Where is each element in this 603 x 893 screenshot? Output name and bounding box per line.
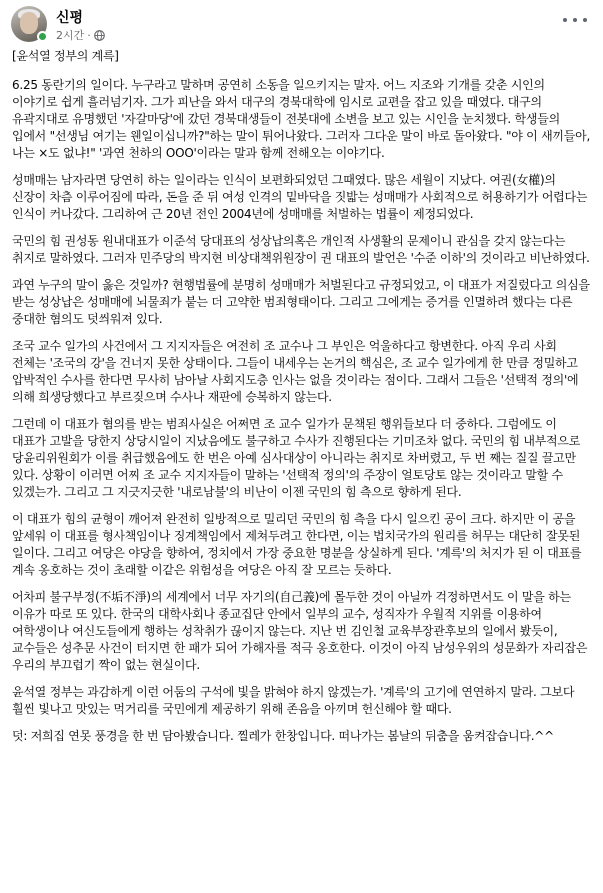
post-header	[0, 0, 603, 46]
more-dot	[563, 18, 567, 22]
more-options-button[interactable]	[563, 12, 587, 28]
post-paragraph: 6.25 동란기의 일이다. 누구라고 말하며 공연히 소동을 일으키지는 말자. 어느 지조와 기개를 갖춘 시인의 이야기로 쉽게 흘러넘기자. 그가 피난을 와서 대구의 경북대학에 임시로 교편을 잡고 있을 때였다. 대구의 유곽지대로 유명했던 '자갈마당'에 갔던 경북대생들이 전봇대에 소변을 보고 있는 시인을 눈치챘다. 학생들의 입에서 "선생님 여기는 웬일이십니까?"하는 말이 튀어나왔다. 그러자 그다운 말이 바로 돌아왔다. "야 이 새끼들아, 나는 ×도 없냐!" '과연 천하의 OOO'이라는 말과 함께 전해오는 이야기다.	[12, 78, 591, 160]
post-paragraph: 어차피 불구부정(不垢不淨)의 세계에서 너무 자기의(自己義)에 몰두한 것이 아닐까 걱정하면서도 이 말을 하는 이유가 따로 또 있다. 한국의 대학사회나 종교집단 안에서 일부의 교수, 성직자가 우월적 지위를 이용하여 여학생이나 여신도들에게 행하는 성착취가 끊이지 않는다. 지난 번 김인철 교육부장관후보의 일에서 봤듯이, 교수들은 성추문 사건이 터지면 한 패가 되어 가해자를 적극 옹호한다. 이것이 아직 남성우위의 성문화가 자리잡은 우리의 부끄럽기 짝이 없는 현실이다.	[12, 590, 588, 672]
post-paragraph: 조국 교수 일가의 사건에서 그 지지자들은 여전히 조 교수나 그 부인은 억울하다고 항변한다. 아직 우리 사회 전체는 '조국의 강'을 건너지 못한 상태이다. 그들이 내세우는 논거의 핵심은, 조 교수 일가에게 한 만큼 정밀하고 압박적인 수사를 한다면 무사히 남아날 사회지도층 인사는 없을 것이라는 점이다. 그래서 그들은 '선택적 정의'에 의해 희생당했다고 부르짖으며 수사나 재판에 승복하지 않는다.	[12, 339, 579, 404]
author-name[interactable]: 신평	[56, 10, 84, 26]
post-paragraph: 윤석열 정부는 과감하게 이런 어둠의 구석에 빛을 밝혀야 하지 않겠는가. '계륵'의 고기에 연연하지 말라. 그보다 훨씬 빛나고 맛있는 먹거리를 국민에게 제공하기 위해 존음을 아끼며 헌신해야 할 때다.	[12, 685, 575, 716]
more-dot	[583, 18, 587, 22]
post-paragraph: 국민의 힘 권성동 원내대표가 이준석 당대표의 성상납의혹은 개인적 사생활의 문제이니 관심을 갖지 않는다는 취지로 말하였다. 그러자 민주당의 박지현 비상대책위원장이 권 대표의 발언은 '수준 이하'의 것이라고 비난하였다.	[12, 234, 590, 265]
online-status-dot	[37, 31, 48, 42]
meta-separator: ·	[87, 28, 91, 42]
post-title: [윤석열 정부의 계륵]	[12, 49, 119, 63]
post-paragraph: 이 대표가 힘의 균형이 깨어져 완전히 일방적으로 밀리던 국민의 힘 측을 다시 일으킨 공이 크다. 하지만 이 공을 앞세워 이 대표를 형사책임이나 징계책임에서 제쳐두려고 한다면, 이는 법치국가의 원리를 허무는 대단히 잘못된 일이다. 그리고 여당은 야당을 향하여, 정치에서 가장 중요한 명분을 상실하게 된다. '계륵'의 처지가 된 이 대표를 계속 옹호하는 것이 초래할 이같은 위험성을 여당은 아직 잘 모르는 듯하다.	[12, 512, 582, 577]
avatar-face	[20, 12, 38, 34]
more-dot	[573, 18, 577, 22]
globe-icon[interactable]	[94, 30, 105, 41]
post-body	[12, 48, 592, 755]
post-paragraph: 과연 누구의 말이 옳은 것일까? 현행법률에 분명히 성매매가 처벌된다고 규정되었고, 이 대표가 저질렀다고 의심을 받는 성상납은 성매매에 뇌물죄가 붙는 더 고약한 범죄형태이다. 그리고 그에게는 증거를 인멸하려 했다는 다른 중대한 혐의도 덧씌워져 있다.	[12, 278, 590, 326]
post-paragraph: 그런데 이 대표가 혐의를 받는 범죄사실은 어쩌면 조 교수 일가가 문책된 행위들보다 더 중하다. 그럼에도 이 대표가 고발을 당한지 상당시일이 지났음에도 불구하고 수사가 진행된다는 기미조차 없다. 국민의 힘 내부적으로 당윤리위원회가 이를 취급했음에도 한 번은 아예 심사대상이 아니라는 취지로 차버렸고, 두 번 째는 질질 끌고만 있다. 상황이 이러면 어찌 조 교수 지지자들이 말하는 '선택적 정의'의 주장이 얼토당토 않는 것이라고 말할 수 있겠는가. 그리고 그 지긋지긋한 '내로남불'의 비난이 이젠 국민의 힘 측으로 향하게 된다.	[12, 417, 581, 499]
post-time[interactable]: 2시간	[56, 29, 85, 42]
post-paragraph: 덧: 저희집 연못 풍경을 한 번 담아봤습니다. 찔레가 한창입니다. 떠나가는 봄날의 뒤춤을 움켜잡습니다.^^	[12, 729, 554, 743]
post-meta	[56, 27, 105, 43]
post-paragraph: 성매매는 남자라면 당연히 하는 일이라는 인식이 보편화되었던 그때였다. 많은 세월이 지났다. 여권(女權)의 신장이 차츰 이루어짐에 따라, 돈을 준 뒤 여성 인격의 밑바닥을 짓밟는 성매매가 사회적으로 허용하기가 어렵다는 인식이 커나갔다. 그리하여 근 20년 전인 2004년에 성매매를 처벌하는 법률이 제정되었다.	[12, 173, 588, 221]
